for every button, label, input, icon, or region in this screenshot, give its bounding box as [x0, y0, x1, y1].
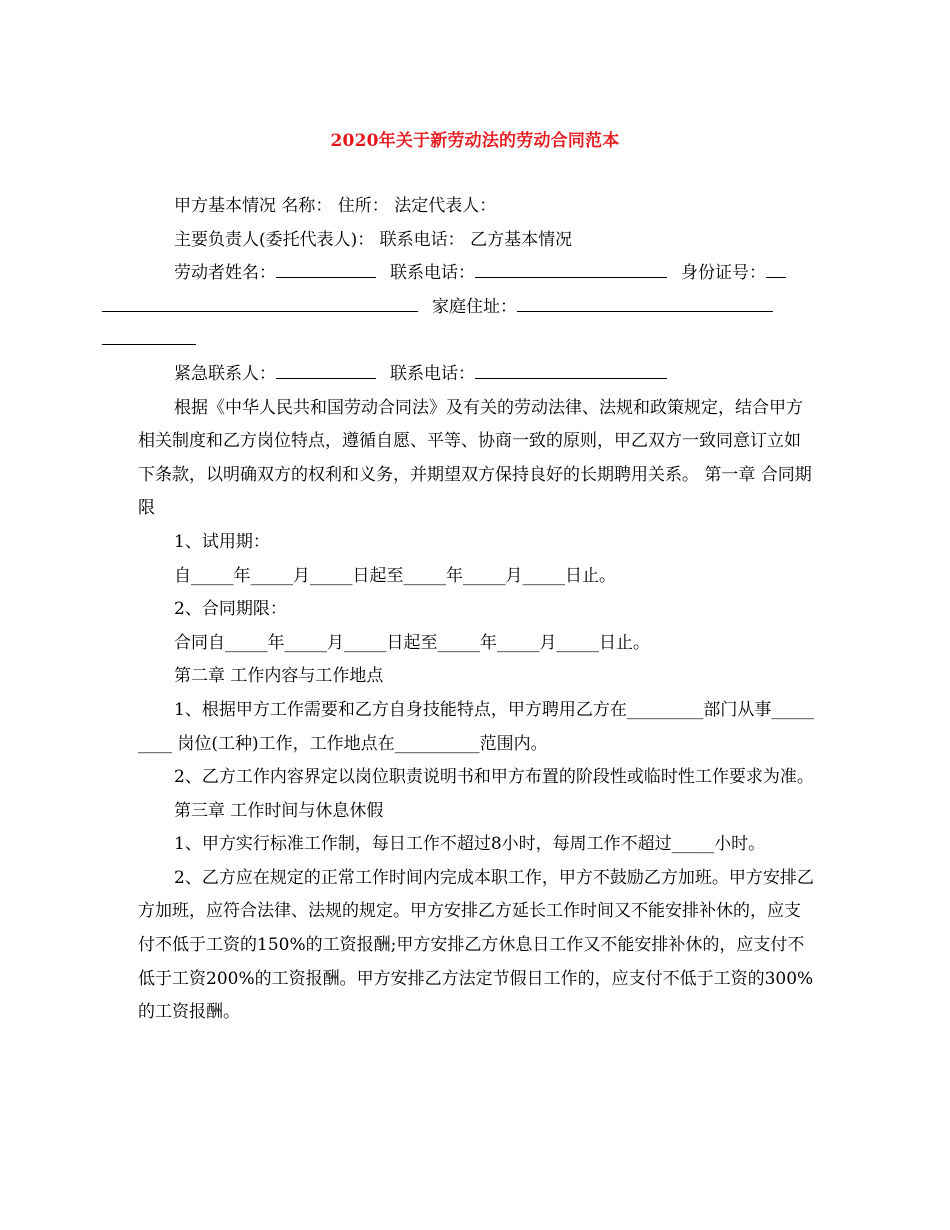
probation-range: 自_____年_____月_____日起至_____年_____月_____日止。 [174, 565, 616, 586]
emergency-phone-label: 联系电话： [390, 363, 475, 384]
worker-name-blank [276, 263, 376, 278]
chapter-3-item-2: 2、乙方应在规定的正常工作时间内完成本职工作，甲方不鼓励乙方加班。甲方安排乙方加班，应符合法律、法规的规定。甲方安排乙方延长工作时间又不能安排补休的，应支付不低于工资的150%的工资报酬;甲方安排乙方休息日工作又不能安排补休的，应支付不低于工资200%的工资报酬。甲方安排乙方法定节假日工作的，应支付不低于工资的300%的工资报酬。 [138, 867, 814, 1023]
worker-name-label: 劳动者姓名： [174, 263, 276, 284]
emergency-contact-label: 紧急联系人： [174, 363, 276, 384]
responsible-person-line: 主要负责人(委托代表人)： 联系电话： 乙方基本情况 [174, 229, 573, 250]
party-a-info-line: 甲方基本情况 名称： 住所： 法定代表人： [174, 196, 497, 216]
emergency-contact-blank [276, 364, 376, 379]
worker-id-blank-1 [766, 263, 786, 278]
chapter-3-heading: 第三章 工作时间与休息休假 [174, 800, 384, 821]
document-body [138, 190, 814, 1030]
chapter-2-item-2: 2、乙方工作内容界定以岗位职责说明书和甲方布置的阶段性或临时性工作要求为准。 [174, 767, 814, 788]
emergency-contact-line [138, 358, 814, 392]
worker-info-line [138, 257, 814, 358]
chapter-3-item-1: 1、甲方实行标准工作制，每日工作不超过8小时，每周工作不超过_____小时。 [174, 834, 766, 855]
preamble-paragraph: 根据《中华人民共和国劳动合同法》及有关的劳动法律、法规和政策规定，结合甲方相关制度和乙方岗位特点，遵循自愿、平等、协商一致的原则，甲乙双方一致同意订立如下条款，以明确双方的权利和义务，并期望双方保持良好的长期聘用关系。 第一章 合同期限 [138, 397, 812, 519]
term-heading: 2、合同期限： [174, 599, 287, 620]
worker-id-label: 身份证号： [681, 263, 766, 284]
term-range: 合同自_____年_____月_____日起至_____年_____月_____日止。 [174, 632, 650, 653]
worker-phone-blank [475, 263, 667, 278]
emergency-phone-blank [475, 364, 667, 379]
home-address-blank-1 [517, 297, 773, 312]
worker-id-blank-2 [102, 297, 418, 312]
home-address-blank-2 [102, 330, 196, 345]
document-title: 2020年关于新劳动法的劳动合同范本 [330, 131, 620, 151]
home-address-label: 家庭住址： [432, 296, 517, 317]
probation-heading: 1、试用期： [174, 531, 270, 552]
chapter-2-item-1: 1、根据甲方工作需要和乙方自身技能特点，甲方聘用乙方在_________部门从事_________ 岗位(工种)工作，工作地点在__________范围内。 [138, 699, 814, 754]
worker-phone-label: 联系电话： [390, 263, 475, 284]
chapter-2-heading: 第二章 工作内容与工作地点 [174, 666, 384, 687]
